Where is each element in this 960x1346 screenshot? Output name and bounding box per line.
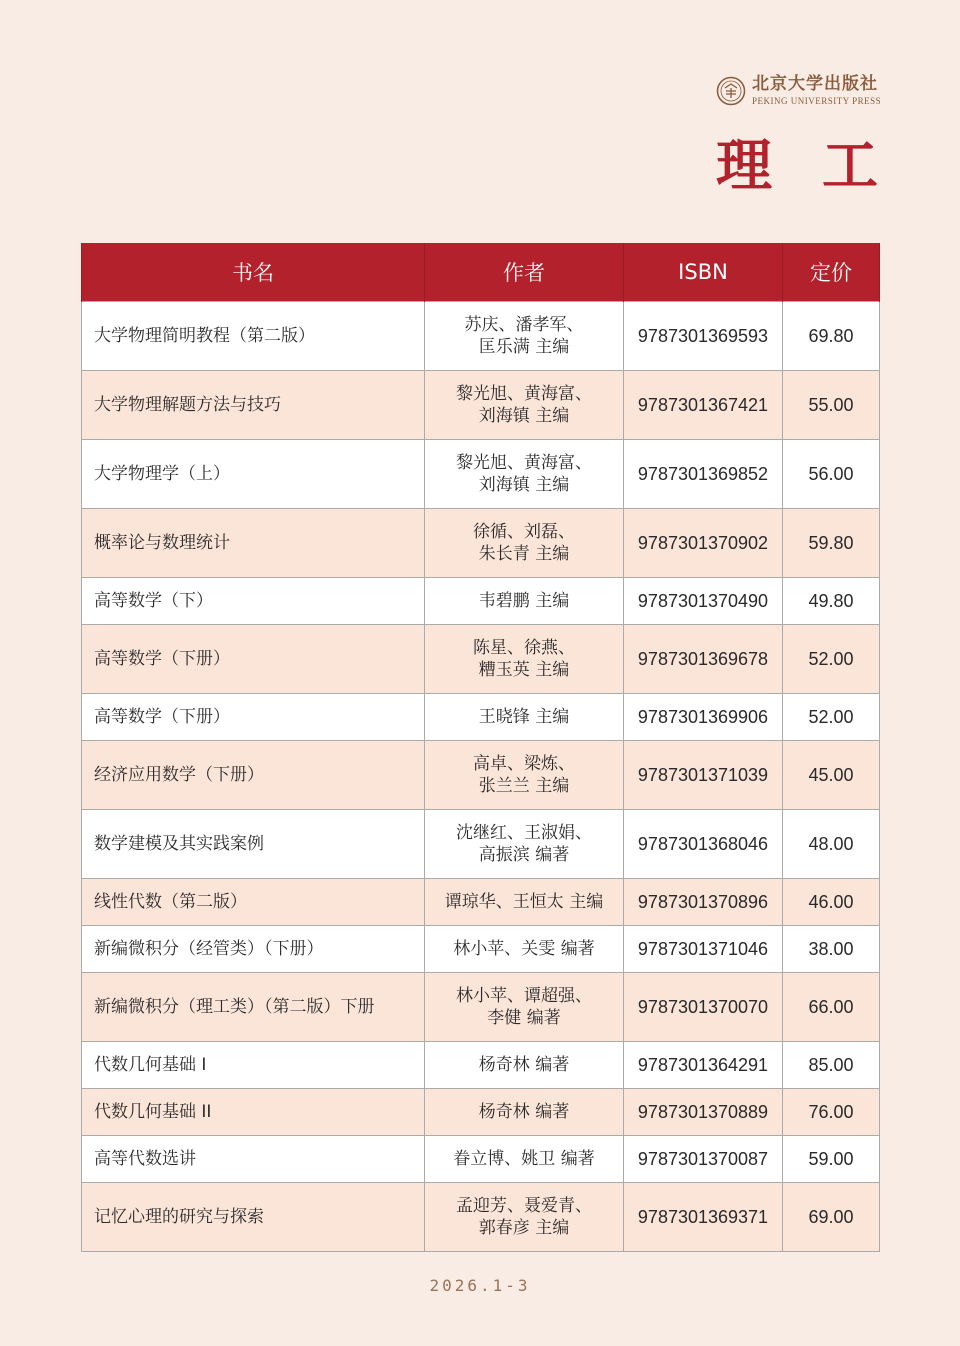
book-title: 高等数学（下） — [82, 578, 425, 625]
book-author: 杨奇林 编著 — [425, 1042, 624, 1089]
table-row — [82, 973, 880, 1042]
book-isbn: 9787301367421 — [624, 371, 783, 440]
table-row — [82, 810, 880, 879]
book-title: 数学建模及其实践案例 — [82, 810, 425, 879]
book-isbn: 9787301370070 — [624, 973, 783, 1042]
book-price: 66.00 — [783, 973, 880, 1042]
book-author: 高卓、梁炼、 张兰兰 主编 — [425, 741, 624, 810]
book-author: 林小苹、谭超强、 李健 编著 — [425, 973, 624, 1042]
book-isbn: 9787301371046 — [624, 926, 783, 973]
book-isbn: 9787301370087 — [624, 1136, 783, 1183]
book-isbn: 9787301368046 — [624, 810, 783, 879]
book-author: 陈星、徐燕、 糟玉英 主编 — [425, 625, 624, 694]
book-price: 48.00 — [783, 810, 880, 879]
book-price: 45.00 — [783, 741, 880, 810]
issue-date: 2026.1-3 — [429, 1276, 531, 1295]
pku-seal-icon — [716, 76, 746, 106]
book-title: 新编微积分（经管类）（下册） — [82, 926, 425, 973]
book-isbn: 9787301369852 — [624, 440, 783, 509]
column-header-title: 书名 — [82, 243, 425, 302]
book-isbn: 9787301369678 — [624, 625, 783, 694]
table-row — [82, 625, 880, 694]
table-row — [82, 1089, 880, 1136]
book-title: 代数几何基础 I — [82, 1042, 425, 1089]
book-title: 线性代数（第二版） — [82, 879, 425, 926]
book-isbn: 9787301370896 — [624, 879, 783, 926]
book-isbn: 9787301369906 — [624, 694, 783, 741]
book-title: 代数几何基础 II — [82, 1089, 425, 1136]
book-author: 眷立博、姚卫 编著 — [425, 1136, 624, 1183]
table-row — [82, 926, 880, 973]
book-title: 概率论与数理统计 — [82, 509, 425, 578]
book-title: 高等代数选讲 — [82, 1136, 425, 1183]
table-row — [82, 694, 880, 741]
table-row — [82, 578, 880, 625]
book-price: 38.00 — [783, 926, 880, 973]
book-price: 69.80 — [783, 302, 880, 371]
column-header-isbn: ISBN — [624, 243, 783, 302]
book-title: 高等数学（下册） — [82, 625, 425, 694]
table-row — [82, 1042, 880, 1089]
book-price: 59.00 — [783, 1136, 880, 1183]
book-author: 韦碧鹏 主编 — [425, 578, 624, 625]
page-title: 理工 — [716, 133, 928, 199]
book-price: 56.00 — [783, 440, 880, 509]
book-price: 52.00 — [783, 694, 880, 741]
book-price: 46.00 — [783, 879, 880, 926]
book-price: 69.00 — [783, 1183, 880, 1252]
book-price: 76.00 — [783, 1089, 880, 1136]
table-row — [82, 302, 880, 371]
book-price: 52.00 — [783, 625, 880, 694]
book-price: 49.80 — [783, 578, 880, 625]
table-row — [82, 509, 880, 578]
table-row — [82, 741, 880, 810]
book-author: 林小苹、关雯 编著 — [425, 926, 624, 973]
table-row — [82, 440, 880, 509]
book-title: 大学物理学（上） — [82, 440, 425, 509]
book-list-table — [81, 243, 880, 1252]
book-isbn: 9787301370490 — [624, 578, 783, 625]
publisher-name-cn: 北京大学出版社 — [752, 74, 878, 94]
book-title: 新编微积分（理工类）（第二版）下册 — [82, 973, 425, 1042]
column-header-price: 定价 — [783, 243, 880, 302]
publisher-name-en: PEKING UNIVERSITY PRESS — [752, 96, 882, 106]
publisher-logo — [716, 76, 881, 106]
book-title: 大学物理简明教程（第二版） — [82, 302, 425, 371]
table-row — [82, 1183, 880, 1252]
book-isbn: 9787301371039 — [624, 741, 783, 810]
book-price: 55.00 — [783, 371, 880, 440]
book-title: 高等数学（下册） — [82, 694, 425, 741]
book-price: 85.00 — [783, 1042, 880, 1089]
book-author: 杨奇林 编著 — [425, 1089, 624, 1136]
book-title: 记忆心理的研究与探索 — [82, 1183, 425, 1252]
book-isbn: 9787301369593 — [624, 302, 783, 371]
book-isbn: 9787301369371 — [624, 1183, 783, 1252]
table-header-row — [82, 243, 880, 302]
column-header-author: 作者 — [425, 243, 624, 302]
book-author: 王晓锋 主编 — [425, 694, 624, 741]
table-row — [82, 1136, 880, 1183]
book-author: 黎光旭、黄海富、 刘海镇 主编 — [425, 371, 624, 440]
book-author: 徐循、刘磊、 朱长青 主编 — [425, 509, 624, 578]
book-author: 孟迎芳、聂爱青、 郭春彦 主编 — [425, 1183, 624, 1252]
table-row — [82, 879, 880, 926]
book-price: 59.80 — [783, 509, 880, 578]
book-author: 苏庆、潘孝军、 匡乐满 主编 — [425, 302, 624, 371]
book-isbn: 9787301370902 — [624, 509, 783, 578]
book-author: 黎光旭、黄海富、 刘海镇 主编 — [425, 440, 624, 509]
book-isbn: 9787301370889 — [624, 1089, 783, 1136]
table-row — [82, 371, 880, 440]
book-isbn: 9787301364291 — [624, 1042, 783, 1089]
book-author: 谭琼华、王恒太 主编 — [425, 879, 624, 926]
book-title: 经济应用数学（下册） — [82, 741, 425, 810]
book-author: 沈继红、王淑娟、 高振滨 编著 — [425, 810, 624, 879]
book-title: 大学物理解题方法与技巧 — [82, 371, 425, 440]
